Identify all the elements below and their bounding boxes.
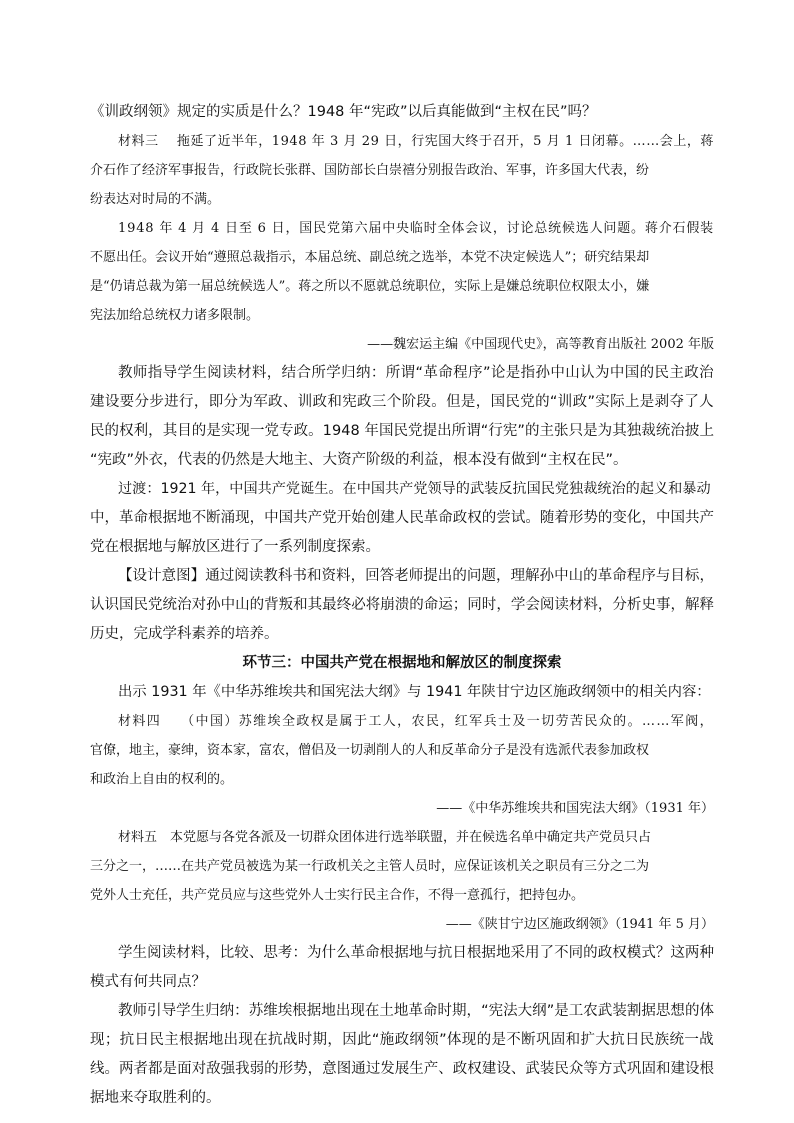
source-citation: ——魏宏运主编《中国现代史》，高等教育出版社 2002 年版 [367, 337, 714, 352]
quoted-material-start-line: 材料四 （中国）苏维埃全政权是属于工人，农民，红军兵士及一切劳苦民众的。……军阀， [118, 714, 714, 729]
body-text-line: 据地来夺取胜利的。 [90, 1090, 221, 1106]
paragraph-start-line: 教师指导学生阅读材料，结合所学归纳：所谓“革命程序”论是指孙中山认为中国的民主政治 [118, 365, 714, 381]
quoted-material-start-line: 材料三 拖延了近半年，1948 年 3 月 29 日，行宪国大终于召开，5 月 1 日闭幕。……会上，蒋 [118, 134, 714, 149]
body-text-line: 民的权利，其目的是实现一党专政。1948 年国民党提出所谓“行宪”的主张只是为其独裁统治披上 [90, 423, 714, 439]
section-heading: 环节三：中国共产党在根据地和解放区的制度探索 [242, 655, 562, 671]
source-citation: ——《陕甘宁边区施政纲领》（1941 年 5 月） [445, 917, 714, 932]
paragraph-start-line: 过渡：1921 年，中国共产党诞生。在中国共产党领导的武装反抗国民党独裁统治的起义和暴动 [118, 481, 711, 497]
quoted-material-line: 介石作了经济军事报告，行政院长张群、国防部长白崇禧分别报告政治、军事，许多国大代表，纷 [90, 163, 650, 178]
quoted-material-line: 宪法加给总统权力诸多限制。 [90, 308, 260, 323]
quoted-material-start-line: 材料五 本党愿与各党各派及一切群众团体进行选举联盟，并在候选名单中确定共产党员只占 [118, 830, 652, 845]
body-text-line: 模式有何共同点？ [90, 974, 206, 990]
body-text-line: “宪政”外衣，代表的仍然是大地主、大资产阶级的利益，根本没有做到“主权在民”。 [90, 452, 628, 468]
paragraph-start-line: 教师引导学生归纳：苏维埃根据地出现在土地革命时期，“宪法大纲”是工农武装割据思想的体 [118, 1003, 714, 1019]
body-text-line: 建设要分步进行，即分为军政、训政和宪政三个阶段。但是，国民党的“训政”实际上是剥夺了人 [90, 394, 714, 410]
paragraph-start-line: 出示 1931 年《中华苏维埃共和国宪法大纲》与 1941 年陕甘宁边区施政纲领中的相关内容： [118, 684, 711, 700]
body-text-line: 现；抗日民主根据地出现在抗战时期，因此“施政纲领”体现的是不断巩固和扩大抗日民族统一战 [90, 1032, 714, 1048]
body-text-line: 党在根据地与解放区进行了一系列制度探索。 [90, 539, 380, 555]
quoted-material-line: 三分之一，……在共产党员被选为某一行政机关之主管人员时，应保证该机关之职员有三分之二为 [90, 859, 650, 874]
quoted-material-line: 官僚，地主，豪绅，资本家，富农，僧侣及一切剥削人的人和反革命分子是没有选派代表参加政权 [90, 743, 650, 758]
quoted-material-start-line: 1948 年 4 月 4 日至 6 日，国民党第六届中央临时全体会议，讨论总统候选人问题。蒋介石假装 [118, 221, 714, 236]
body-text-line: 中，革命根据地不断涌现，中国共产党开始创建人民革命政权的尝试。随着形势的变化，中国共产 [90, 510, 714, 526]
paragraph-start-line: 【设计意图】通过阅读教科书和资料，回答老师提出的问题，理解孙中山的革命程序与目标， [118, 568, 714, 584]
body-text-line: 认识国民党统治对孙中山的背叛和其最终必将崩溃的命运；同时，学会阅读材料，分析史事，解释 [90, 597, 714, 613]
quoted-material-line: 不愿出任。会议开始“遵照总裁指示，本届总统、副总统之选举，本党不决定候选人”；研究结果却 [90, 250, 650, 265]
source-citation: ——《中华苏维埃共和国宪法大纲》（1931 年） [436, 801, 714, 816]
quoted-material-line: 是“仍请总裁为第一届总统候选人”。蒋之所以不愿就总统职位，实际上是嫌总统职位权限太小，嫌 [90, 279, 650, 294]
quoted-material-line: 和政治上自由的权利的。 [90, 772, 234, 787]
quoted-material-line: 纷表达对时局的不满。 [90, 192, 221, 207]
body-text-line: 《训政纲领》规定的实质是什么？1948 年“宪政”以后真能做到“主权在民”吗？ [90, 104, 597, 120]
quoted-material-line: 党外人士充任，共产党员应与这些党外人士实行民主合作，不得一意孤行，把持包办。 [90, 888, 585, 903]
body-text-line: 线。两者都是面对敌强我弱的形势，意图通过发展生产、政权建设、武装民众等方式巩固和建设根 [90, 1061, 714, 1077]
paragraph-start-line: 学生阅读材料，比较、思考：为什么革命根据地与抗日根据地采用了不同的政权模式？这两种 [118, 945, 714, 961]
document-body [90, 98, 714, 1113]
body-text-line: 历史，完成学科素养的培养。 [90, 626, 279, 642]
